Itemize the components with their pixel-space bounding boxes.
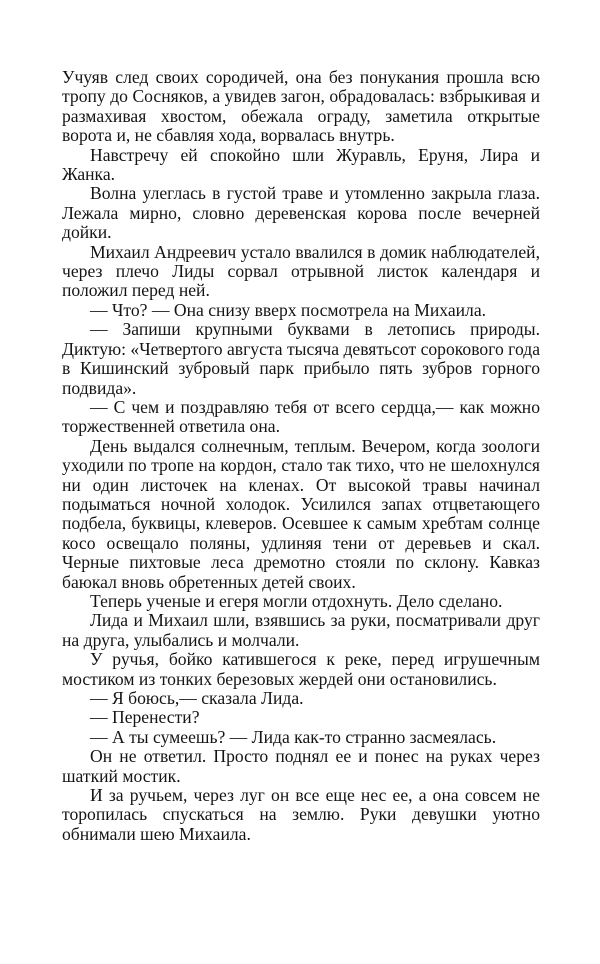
book-page-text [62,68,540,844]
paragraph-13: — Перенести? [90,707,200,728]
paragraph-6: — Запиши крупными буквами в летопись природы. Диктую: «Четвертого августа тысяча девятьсот сорокового года в Кишинский зубровый парк прибыло пять зубров горного подвида». [62,319,541,398]
paragraph-11: У ручья, бойко катившегося к реке, перед игрушечным мостиком из тонких березовых жердей они остановились. [62,649,540,689]
paragraph-4: Михаил Андреевич устало ввалился в домик наблюдателей, через плечо Лиды сорвал отрывной листок календаря и положил перед ней. [62,241,540,301]
paragraph-15: Он не ответил. Просто поднял ее и понес на руках через шаткий мостик. [62,746,540,786]
paragraph-12: — Я боюсь,— сказала Лида. [90,688,304,708]
paragraph-2: Навстречу ей спокойно шли Журавль, Еруня, Лира и Жанка. [62,144,540,185]
paragraph-7: — С чем и поздравляю тебя от всего сердца,— как можно торжественней ответила она. [62,396,540,437]
paragraph-14: — А ты сумеешь? — Лида как-то странно засмеялась. [90,726,497,747]
paragraph-1: Учуяв след своих сородичей, она без понукания прошла всю тропу до Сосняков, а увидев загон, обрадовалась: взбрыкивая и размахивая хвостом, обежала ограду, заметила открытые ворота и, не сбавляя хода, ворвалась внутрь. [62,67,540,146]
paragraph-3: Волна улеглась в густой траве и утомленно закрыла глаза. Лежала мирно, словно деревенская корова после вечерней дойки. [62,183,540,243]
paragraph-5: — Что? — Она снизу вверх посмотрела на Михаила. [90,299,487,320]
paragraph-8: День выдался солнечным, теплым. Вечером, когда зоологи уходили по тропе на кордон, стало так тихо, что не шелохнулся ни один листочек на кленах. От высокой травы начинал подыматься ночной холодок. Усилился запах отцветающего подбела, буквицы, клеверов. Осевшее к самым хребтам солнце косо освещало поляны, удлиняя тени от деревьев и скал. Черные пихтовые леса дремотно стояли по склону. Кавказ баюкал вновь обретенных детей своих. [62,435,540,592]
paragraph-9: Теперь ученые и егеря могли отдохнуть. Дело сделано. [90,590,503,611]
paragraph-16: И за ручьем, через луг он все еще нес ее, а она совсем не торопилась спускаться на землю. Руки девушки уютно обнимали шею Михаила. [62,785,540,844]
paragraph-10: Лида и Михаил шли, взявшись за руки, посматривали друг на друга, улыбались и молчали. [62,610,540,650]
